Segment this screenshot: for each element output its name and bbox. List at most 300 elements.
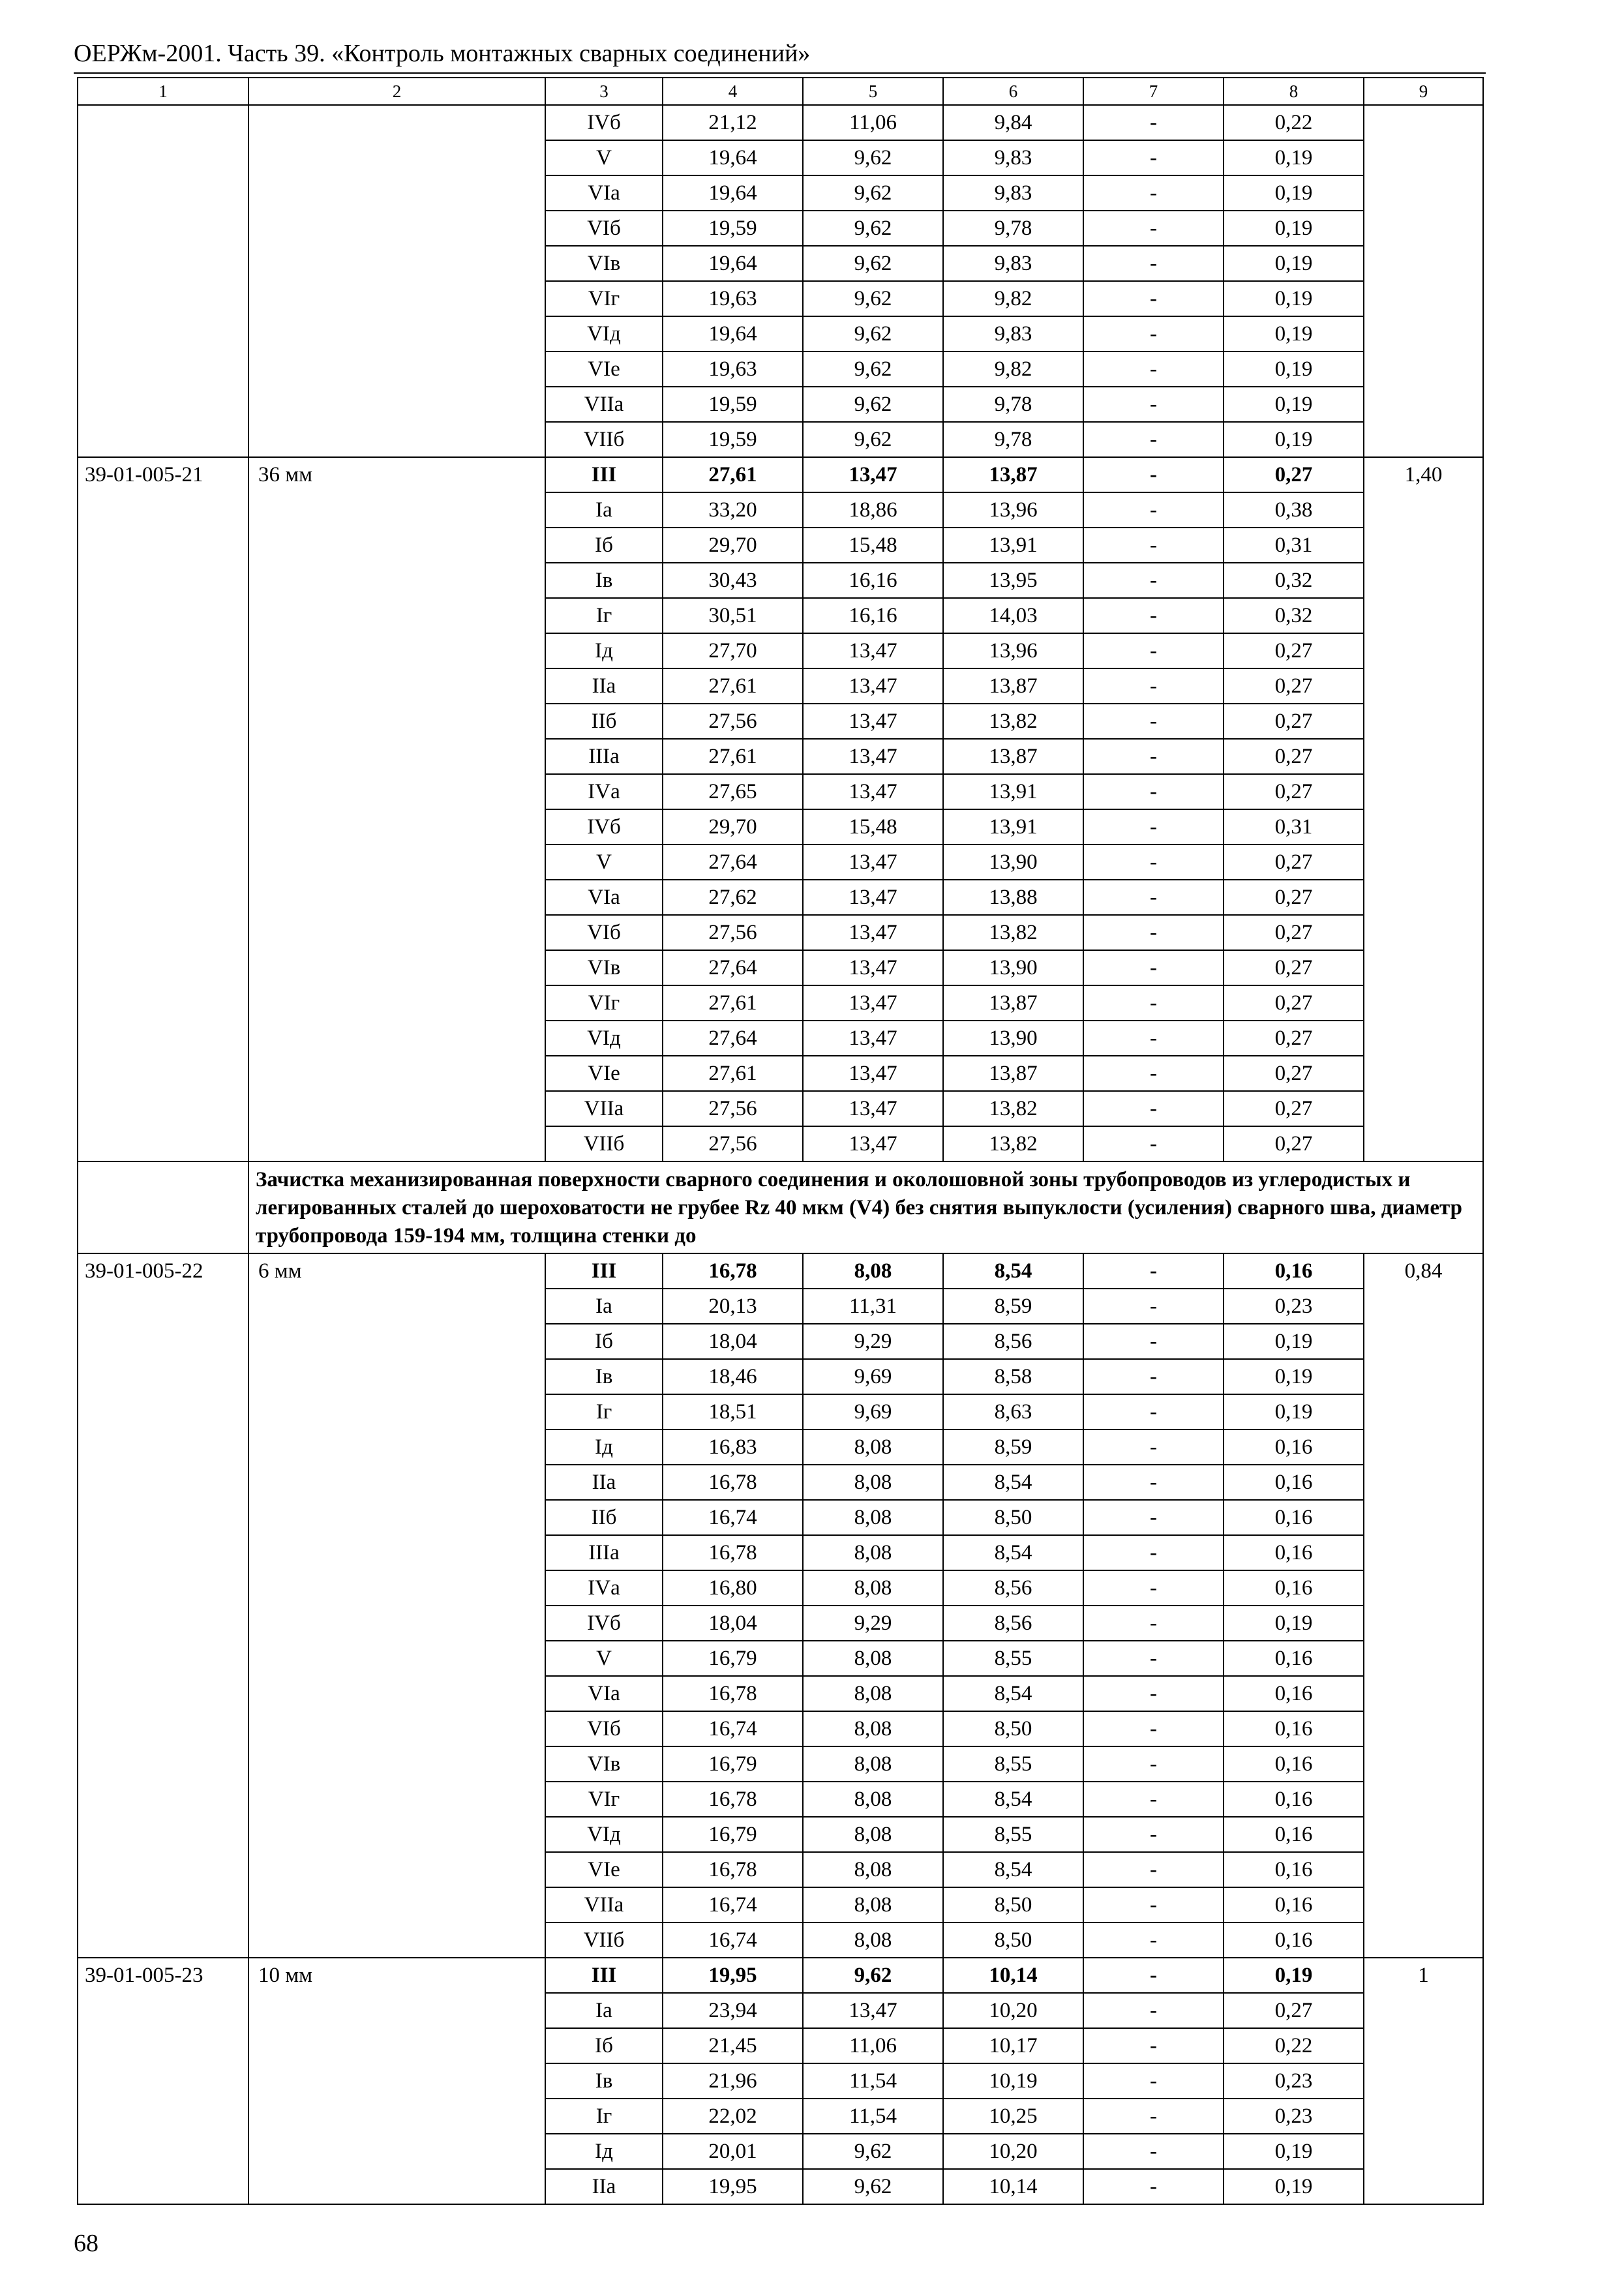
value-cell-col5: 9,62 [803, 211, 943, 246]
value-cell-col6: 13,87 [943, 668, 1083, 704]
section-description-row [78, 1161, 1483, 1253]
value-cell-col4: 16,78 [663, 1676, 803, 1711]
wall-thickness-cell [248, 105, 545, 457]
variant-cell: IVб [545, 1606, 663, 1641]
value-cell-col7: - [1083, 1852, 1224, 1887]
value-cell-col4: 16,74 [663, 1922, 803, 1958]
value-cell-col5: 13,47 [803, 985, 943, 1021]
value-cell-col4: 19,64 [663, 246, 803, 281]
value-cell-col7: - [1083, 140, 1224, 175]
variant-cell: Iб [545, 1324, 663, 1359]
value-cell-col4: 21,96 [663, 2063, 803, 2099]
value-cell-col8: 0,19 [1224, 1359, 1364, 1394]
value-cell-col7: - [1083, 1958, 1224, 1993]
value-cell-col4: 27,61 [663, 739, 803, 774]
value-cell-col4: 19,95 [663, 1958, 803, 1993]
variant-cell: Iд [545, 633, 663, 668]
value-cell-col6: 8,54 [943, 1465, 1083, 1500]
value-cell-col5: 8,08 [803, 1711, 943, 1746]
value-cell-col4: 27,62 [663, 880, 803, 915]
value-cell-col7: - [1083, 492, 1224, 528]
value-cell-col8: 0,19 [1224, 2169, 1364, 2204]
value-cell-col4: 20,01 [663, 2134, 803, 2169]
variant-cell: Iа [545, 492, 663, 528]
value-cell-col8: 0,27 [1224, 950, 1364, 985]
value-cell-col8: 0,16 [1224, 1500, 1364, 1535]
variant-cell: Iг [545, 1394, 663, 1429]
variant-cell: III [545, 1253, 663, 1289]
variant-cell: VIг [545, 281, 663, 316]
value-cell-col6: 8,54 [943, 1782, 1083, 1817]
value-cell-col4: 27,64 [663, 845, 803, 880]
value-cell-col6: 13,82 [943, 1126, 1083, 1161]
value-cell-col4: 27,64 [663, 950, 803, 985]
column-number: 4 [663, 78, 803, 105]
material-cell-col9: 1 [1364, 1958, 1483, 2204]
value-cell-col8: 0,19 [1224, 422, 1364, 457]
value-cell-col4: 30,43 [663, 563, 803, 598]
value-cell-col6: 9,82 [943, 281, 1083, 316]
value-cell-col8: 0,32 [1224, 563, 1364, 598]
value-cell-col6: 10,14 [943, 2169, 1083, 2204]
value-cell-col6: 13,95 [943, 563, 1083, 598]
value-cell-col4: 27,61 [663, 1056, 803, 1091]
value-cell-col7: - [1083, 2028, 1224, 2063]
value-cell-col7: - [1083, 1711, 1224, 1746]
value-cell-col6: 9,78 [943, 211, 1083, 246]
value-cell-col5: 8,08 [803, 1465, 943, 1500]
value-cell-col4: 21,12 [663, 105, 803, 140]
variant-cell: Iв [545, 563, 663, 598]
value-cell-col7: - [1083, 246, 1224, 281]
value-cell-col5: 8,08 [803, 1676, 943, 1711]
variant-cell: Iа [545, 1993, 663, 2028]
value-cell-col5: 13,47 [803, 880, 943, 915]
value-cell-col5: 13,47 [803, 1993, 943, 2028]
value-cell-col4: 27,61 [663, 457, 803, 492]
value-cell-col8: 0,16 [1224, 1817, 1364, 1852]
value-cell-col6: 13,96 [943, 492, 1083, 528]
value-cell-col6: 9,83 [943, 316, 1083, 352]
value-cell-col5: 16,16 [803, 598, 943, 633]
value-cell-col8: 0,16 [1224, 1676, 1364, 1711]
variant-cell: VIд [545, 1021, 663, 1056]
value-cell-col7: - [1083, 704, 1224, 739]
value-cell-col8: 0,16 [1224, 1641, 1364, 1676]
value-cell-col6: 13,90 [943, 1021, 1083, 1056]
value-cell-col8: 0,27 [1224, 845, 1364, 880]
value-cell-col7: - [1083, 880, 1224, 915]
variant-cell: VIIа [545, 1091, 663, 1126]
value-cell-col6: 13,87 [943, 739, 1083, 774]
value-cell-col6: 9,83 [943, 140, 1083, 175]
page-header-title: ОЕРЖм-2001. Часть 39. «Контроль монтажных сварных соединений» [74, 40, 811, 67]
value-cell-col4: 16,78 [663, 1535, 803, 1570]
value-cell-col4: 27,61 [663, 668, 803, 704]
value-cell-col4: 18,46 [663, 1359, 803, 1394]
value-cell-col4: 16,79 [663, 1641, 803, 1676]
value-cell-col4: 16,78 [663, 1782, 803, 1817]
variant-cell: IVа [545, 774, 663, 809]
column-number: 9 [1364, 78, 1483, 105]
value-cell-col4: 16,79 [663, 1746, 803, 1782]
table-row [78, 105, 1483, 140]
value-cell-col5: 9,29 [803, 1324, 943, 1359]
value-cell-col5: 8,08 [803, 1429, 943, 1465]
value-cell-col6: 9,78 [943, 422, 1083, 457]
value-cell-col6: 10,20 [943, 2134, 1083, 2169]
value-cell-col4: 19,63 [663, 281, 803, 316]
value-cell-col8: 0,19 [1224, 1394, 1364, 1429]
variant-cell: VIIб [545, 1126, 663, 1161]
value-cell-col5: 8,08 [803, 1887, 943, 1922]
page-number: 68 [74, 2230, 98, 2257]
variant-cell: VIд [545, 1817, 663, 1852]
value-cell-col5: 15,48 [803, 528, 943, 563]
value-cell-col8: 0,16 [1224, 1465, 1364, 1500]
value-cell-col8: 0,27 [1224, 457, 1364, 492]
value-cell-col8: 0,27 [1224, 633, 1364, 668]
value-cell-col5: 13,47 [803, 950, 943, 985]
value-cell-col6: 8,56 [943, 1570, 1083, 1606]
value-cell-col6: 9,84 [943, 105, 1083, 140]
value-cell-col6: 13,82 [943, 704, 1083, 739]
variant-cell: VIIа [545, 1887, 663, 1922]
variant-cell: Iа [545, 1289, 663, 1324]
value-cell-col4: 19,63 [663, 352, 803, 387]
value-cell-col6: 13,90 [943, 950, 1083, 985]
value-cell-col7: - [1083, 739, 1224, 774]
variant-cell: V [545, 845, 663, 880]
value-cell-col4: 29,70 [663, 528, 803, 563]
value-cell-col7: - [1083, 2063, 1224, 2099]
value-cell-col6: 13,91 [943, 528, 1083, 563]
value-cell-col5: 9,62 [803, 175, 943, 211]
value-cell-col6: 8,58 [943, 1359, 1083, 1394]
value-cell-col6: 10,20 [943, 1993, 1083, 2028]
value-cell-col8: 0,16 [1224, 1782, 1364, 1817]
value-cell-col7: - [1083, 598, 1224, 633]
value-cell-col6: 8,50 [943, 1887, 1083, 1922]
value-cell-col4: 19,59 [663, 422, 803, 457]
value-cell-col5: 9,62 [803, 2134, 943, 2169]
value-cell-col6: 8,54 [943, 1535, 1083, 1570]
value-cell-col6: 9,78 [943, 387, 1083, 422]
value-cell-col8: 0,16 [1224, 1746, 1364, 1782]
value-cell-col7: - [1083, 422, 1224, 457]
value-cell-col4: 18,04 [663, 1606, 803, 1641]
table-row [78, 1958, 1483, 1993]
value-cell-col4: 27,56 [663, 1126, 803, 1161]
value-cell-col4: 27,65 [663, 774, 803, 809]
value-cell-col6: 8,50 [943, 1922, 1083, 1958]
variant-cell: III [545, 1958, 663, 1993]
value-cell-col7: - [1083, 2099, 1224, 2134]
variant-cell: VIа [545, 175, 663, 211]
table-row [78, 1253, 1483, 1289]
value-cell-col5: 13,47 [803, 1021, 943, 1056]
value-cell-col5: 8,08 [803, 1535, 943, 1570]
value-cell-col7: - [1083, 1500, 1224, 1535]
value-cell-col7: - [1083, 774, 1224, 809]
value-cell-col5: 9,62 [803, 352, 943, 387]
value-cell-col8: 0,23 [1224, 2099, 1364, 2134]
value-cell-col6: 13,96 [943, 633, 1083, 668]
value-cell-col6: 13,87 [943, 457, 1083, 492]
value-cell-col4: 27,61 [663, 985, 803, 1021]
value-cell-col4: 19,95 [663, 2169, 803, 2204]
variant-cell: VIе [545, 1056, 663, 1091]
value-cell-col6: 8,59 [943, 1429, 1083, 1465]
value-cell-col8: 0,16 [1224, 1887, 1364, 1922]
variant-cell: IIб [545, 1500, 663, 1535]
value-cell-col8: 0,19 [1224, 246, 1364, 281]
column-number: 7 [1083, 78, 1224, 105]
value-cell-col8: 0,31 [1224, 809, 1364, 845]
column-number: 5 [803, 78, 943, 105]
value-cell-col7: - [1083, 563, 1224, 598]
value-cell-col6: 10,19 [943, 2063, 1083, 2099]
value-cell-col5: 13,47 [803, 1091, 943, 1126]
variant-cell: Iб [545, 2028, 663, 2063]
value-cell-col6: 13,88 [943, 880, 1083, 915]
value-cell-col4: 18,04 [663, 1324, 803, 1359]
value-cell-col8: 0,27 [1224, 880, 1364, 915]
value-cell-col8: 0,27 [1224, 739, 1364, 774]
value-cell-col6: 8,50 [943, 1711, 1083, 1746]
value-cell-col6: 13,91 [943, 774, 1083, 809]
value-cell-col5: 11,31 [803, 1289, 943, 1324]
value-cell-col4: 27,56 [663, 704, 803, 739]
value-cell-col6: 8,56 [943, 1606, 1083, 1641]
value-cell-col6: 10,17 [943, 2028, 1083, 2063]
value-cell-col7: - [1083, 1324, 1224, 1359]
value-cell-col5: 9,62 [803, 281, 943, 316]
value-cell-col7: - [1083, 1782, 1224, 1817]
value-cell-col6: 13,82 [943, 1091, 1083, 1126]
value-cell-col8: 0,27 [1224, 668, 1364, 704]
value-cell-col8: 0,19 [1224, 175, 1364, 211]
value-cell-col6: 8,59 [943, 1289, 1083, 1324]
variant-cell: IIа [545, 668, 663, 704]
value-cell-col7: - [1083, 915, 1224, 950]
value-cell-col7: - [1083, 1359, 1224, 1394]
value-cell-col6: 10,25 [943, 2099, 1083, 2134]
variant-cell: Iд [545, 2134, 663, 2169]
value-cell-col7: - [1083, 1817, 1224, 1852]
value-cell-col5: 8,08 [803, 1500, 943, 1535]
value-cell-col4: 16,80 [663, 1570, 803, 1606]
header-rule [74, 72, 1486, 74]
value-cell-col5: 11,06 [803, 2028, 943, 2063]
value-cell-col7: - [1083, 387, 1224, 422]
value-cell-col8: 0,27 [1224, 1056, 1364, 1091]
value-cell-col4: 16,74 [663, 1887, 803, 1922]
material-cell-col9: 1,40 [1364, 457, 1483, 1161]
value-cell-col4: 16,78 [663, 1852, 803, 1887]
value-cell-col4: 29,70 [663, 809, 803, 845]
value-cell-col7: - [1083, 1126, 1224, 1161]
description-blank-cell [78, 1161, 248, 1253]
column-number: 6 [943, 78, 1083, 105]
value-cell-col4: 16,74 [663, 1500, 803, 1535]
value-cell-col5: 8,08 [803, 1570, 943, 1606]
variant-cell: IIIа [545, 1535, 663, 1570]
value-cell-col5: 16,16 [803, 563, 943, 598]
value-cell-col7: - [1083, 175, 1224, 211]
value-cell-col4: 19,64 [663, 175, 803, 211]
variant-cell: VIв [545, 246, 663, 281]
variant-cell: VIв [545, 950, 663, 985]
variant-cell: V [545, 1641, 663, 1676]
value-cell-col7: - [1083, 845, 1224, 880]
value-cell-col4: 22,02 [663, 2099, 803, 2134]
value-cell-col7: - [1083, 1535, 1224, 1570]
value-cell-col8: 0,27 [1224, 1993, 1364, 2028]
value-cell-col5: 13,47 [803, 739, 943, 774]
value-cell-col8: 0,31 [1224, 528, 1364, 563]
value-cell-col8: 0,22 [1224, 105, 1364, 140]
value-cell-col4: 21,45 [663, 2028, 803, 2063]
column-number: 2 [248, 78, 545, 105]
value-cell-col4: 16,79 [663, 1817, 803, 1852]
wall-thickness-cell: 6 мм [248, 1253, 545, 1958]
value-cell-col4: 30,51 [663, 598, 803, 633]
value-cell-col5: 13,47 [803, 1056, 943, 1091]
value-cell-col4: 19,59 [663, 387, 803, 422]
section-description: Зачистка механизированная поверхности сварного соединения и околошовной зоны трубопроводов из углеродистых и легированных сталей до шероховатости не грубее Rz 40 мкм (V4) без снятия выпуклости (усиления) сварного шва, диаметр трубопровода 159-194 мм, толщина стенки до [248, 1161, 1483, 1253]
variant-cell: IIа [545, 2169, 663, 2204]
value-cell-col8: 0,23 [1224, 2063, 1364, 2099]
material-cell-col9 [1364, 105, 1483, 457]
value-cell-col8: 0,16 [1224, 1535, 1364, 1570]
value-cell-col5: 9,62 [803, 316, 943, 352]
value-cell-col5: 8,08 [803, 1922, 943, 1958]
value-cell-col6: 8,63 [943, 1394, 1083, 1429]
value-cell-col8: 0,16 [1224, 1253, 1364, 1289]
value-cell-col6: 14,03 [943, 598, 1083, 633]
value-cell-col7: - [1083, 668, 1224, 704]
variant-cell: Iг [545, 598, 663, 633]
value-cell-col4: 16,78 [663, 1465, 803, 1500]
value-cell-col5: 18,86 [803, 492, 943, 528]
value-cell-col6: 8,54 [943, 1676, 1083, 1711]
value-cell-col5: 9,62 [803, 246, 943, 281]
rate-code-cell: 39-01-005-21 [78, 457, 248, 1161]
value-cell-col8: 0,19 [1224, 140, 1364, 175]
variant-cell: IVб [545, 809, 663, 845]
value-cell-col8: 0,23 [1224, 1289, 1364, 1324]
variant-cell: IIа [545, 1465, 663, 1500]
value-cell-col4: 20,13 [663, 1289, 803, 1324]
variant-cell: III [545, 457, 663, 492]
value-cell-col4: 16,78 [663, 1253, 803, 1289]
column-number: 1 [78, 78, 248, 105]
value-cell-col5: 9,29 [803, 1606, 943, 1641]
value-cell-col7: - [1083, 1056, 1224, 1091]
value-cell-col7: - [1083, 1021, 1224, 1056]
value-cell-col5: 8,08 [803, 1746, 943, 1782]
value-cell-col6: 8,54 [943, 1253, 1083, 1289]
table-body [78, 78, 1483, 2204]
value-cell-col5: 13,47 [803, 457, 943, 492]
value-cell-col7: - [1083, 1606, 1224, 1641]
rate-code-cell: 39-01-005-22 [78, 1253, 248, 1958]
value-cell-col7: - [1083, 281, 1224, 316]
wall-thickness-cell: 36 мм [248, 457, 545, 1161]
value-cell-col8: 0,16 [1224, 1711, 1364, 1746]
value-cell-col8: 0,19 [1224, 1606, 1364, 1641]
variant-cell: Iв [545, 1359, 663, 1394]
value-cell-col5: 13,47 [803, 915, 943, 950]
value-cell-col6: 8,55 [943, 1746, 1083, 1782]
value-cell-col8: 0,16 [1224, 1852, 1364, 1887]
value-cell-col5: 9,62 [803, 387, 943, 422]
value-cell-col8: 0,27 [1224, 1091, 1364, 1126]
value-cell-col7: - [1083, 528, 1224, 563]
value-cell-col4: 19,64 [663, 140, 803, 175]
value-cell-col5: 9,62 [803, 2169, 943, 2204]
variant-cell: VIе [545, 1852, 663, 1887]
value-cell-col5: 8,08 [803, 1782, 943, 1817]
material-cell-col9: 0,84 [1364, 1253, 1483, 1958]
value-cell-col7: - [1083, 105, 1224, 140]
value-cell-col4: 27,56 [663, 915, 803, 950]
value-cell-col7: - [1083, 352, 1224, 387]
value-cell-col8: 0,16 [1224, 1922, 1364, 1958]
wall-thickness-cell: 10 мм [248, 1958, 545, 2204]
value-cell-col6: 13,90 [943, 845, 1083, 880]
value-cell-col5: 9,62 [803, 140, 943, 175]
column-number: 8 [1224, 78, 1364, 105]
value-cell-col6: 8,55 [943, 1641, 1083, 1676]
value-cell-col8: 0,19 [1224, 211, 1364, 246]
rate-code-cell: 39-01-005-23 [78, 1958, 248, 2204]
value-cell-col6: 13,91 [943, 809, 1083, 845]
value-cell-col7: - [1083, 1394, 1224, 1429]
value-cell-col6: 9,83 [943, 175, 1083, 211]
value-cell-col4: 27,64 [663, 1021, 803, 1056]
value-cell-col8: 0,27 [1224, 704, 1364, 739]
variant-cell: VIб [545, 211, 663, 246]
value-cell-col8: 0,19 [1224, 387, 1364, 422]
value-cell-col5: 13,47 [803, 774, 943, 809]
value-cell-col8: 0,27 [1224, 1126, 1364, 1161]
value-cell-col7: - [1083, 1922, 1224, 1958]
variant-cell: VIв [545, 1746, 663, 1782]
value-cell-col7: - [1083, 950, 1224, 985]
value-cell-col5: 13,47 [803, 633, 943, 668]
column-number-row [78, 78, 1483, 105]
rate-code-cell [78, 105, 248, 457]
value-cell-col8: 0,38 [1224, 492, 1364, 528]
variant-cell: VIд [545, 316, 663, 352]
value-cell-col5: 13,47 [803, 1126, 943, 1161]
variant-cell: IIб [545, 704, 663, 739]
variant-cell: IVа [545, 1570, 663, 1606]
value-cell-col7: - [1083, 1993, 1224, 2028]
value-cell-col5: 15,48 [803, 809, 943, 845]
value-cell-col8: 0,27 [1224, 915, 1364, 950]
variant-cell: VIг [545, 985, 663, 1021]
value-cell-col5: 8,08 [803, 1253, 943, 1289]
value-cell-col6: 9,82 [943, 352, 1083, 387]
variant-cell: VIIб [545, 1922, 663, 1958]
value-cell-col7: - [1083, 1887, 1224, 1922]
value-cell-col8: 0,19 [1224, 281, 1364, 316]
value-cell-col5: 8,08 [803, 1641, 943, 1676]
value-cell-col8: 0,27 [1224, 985, 1364, 1021]
